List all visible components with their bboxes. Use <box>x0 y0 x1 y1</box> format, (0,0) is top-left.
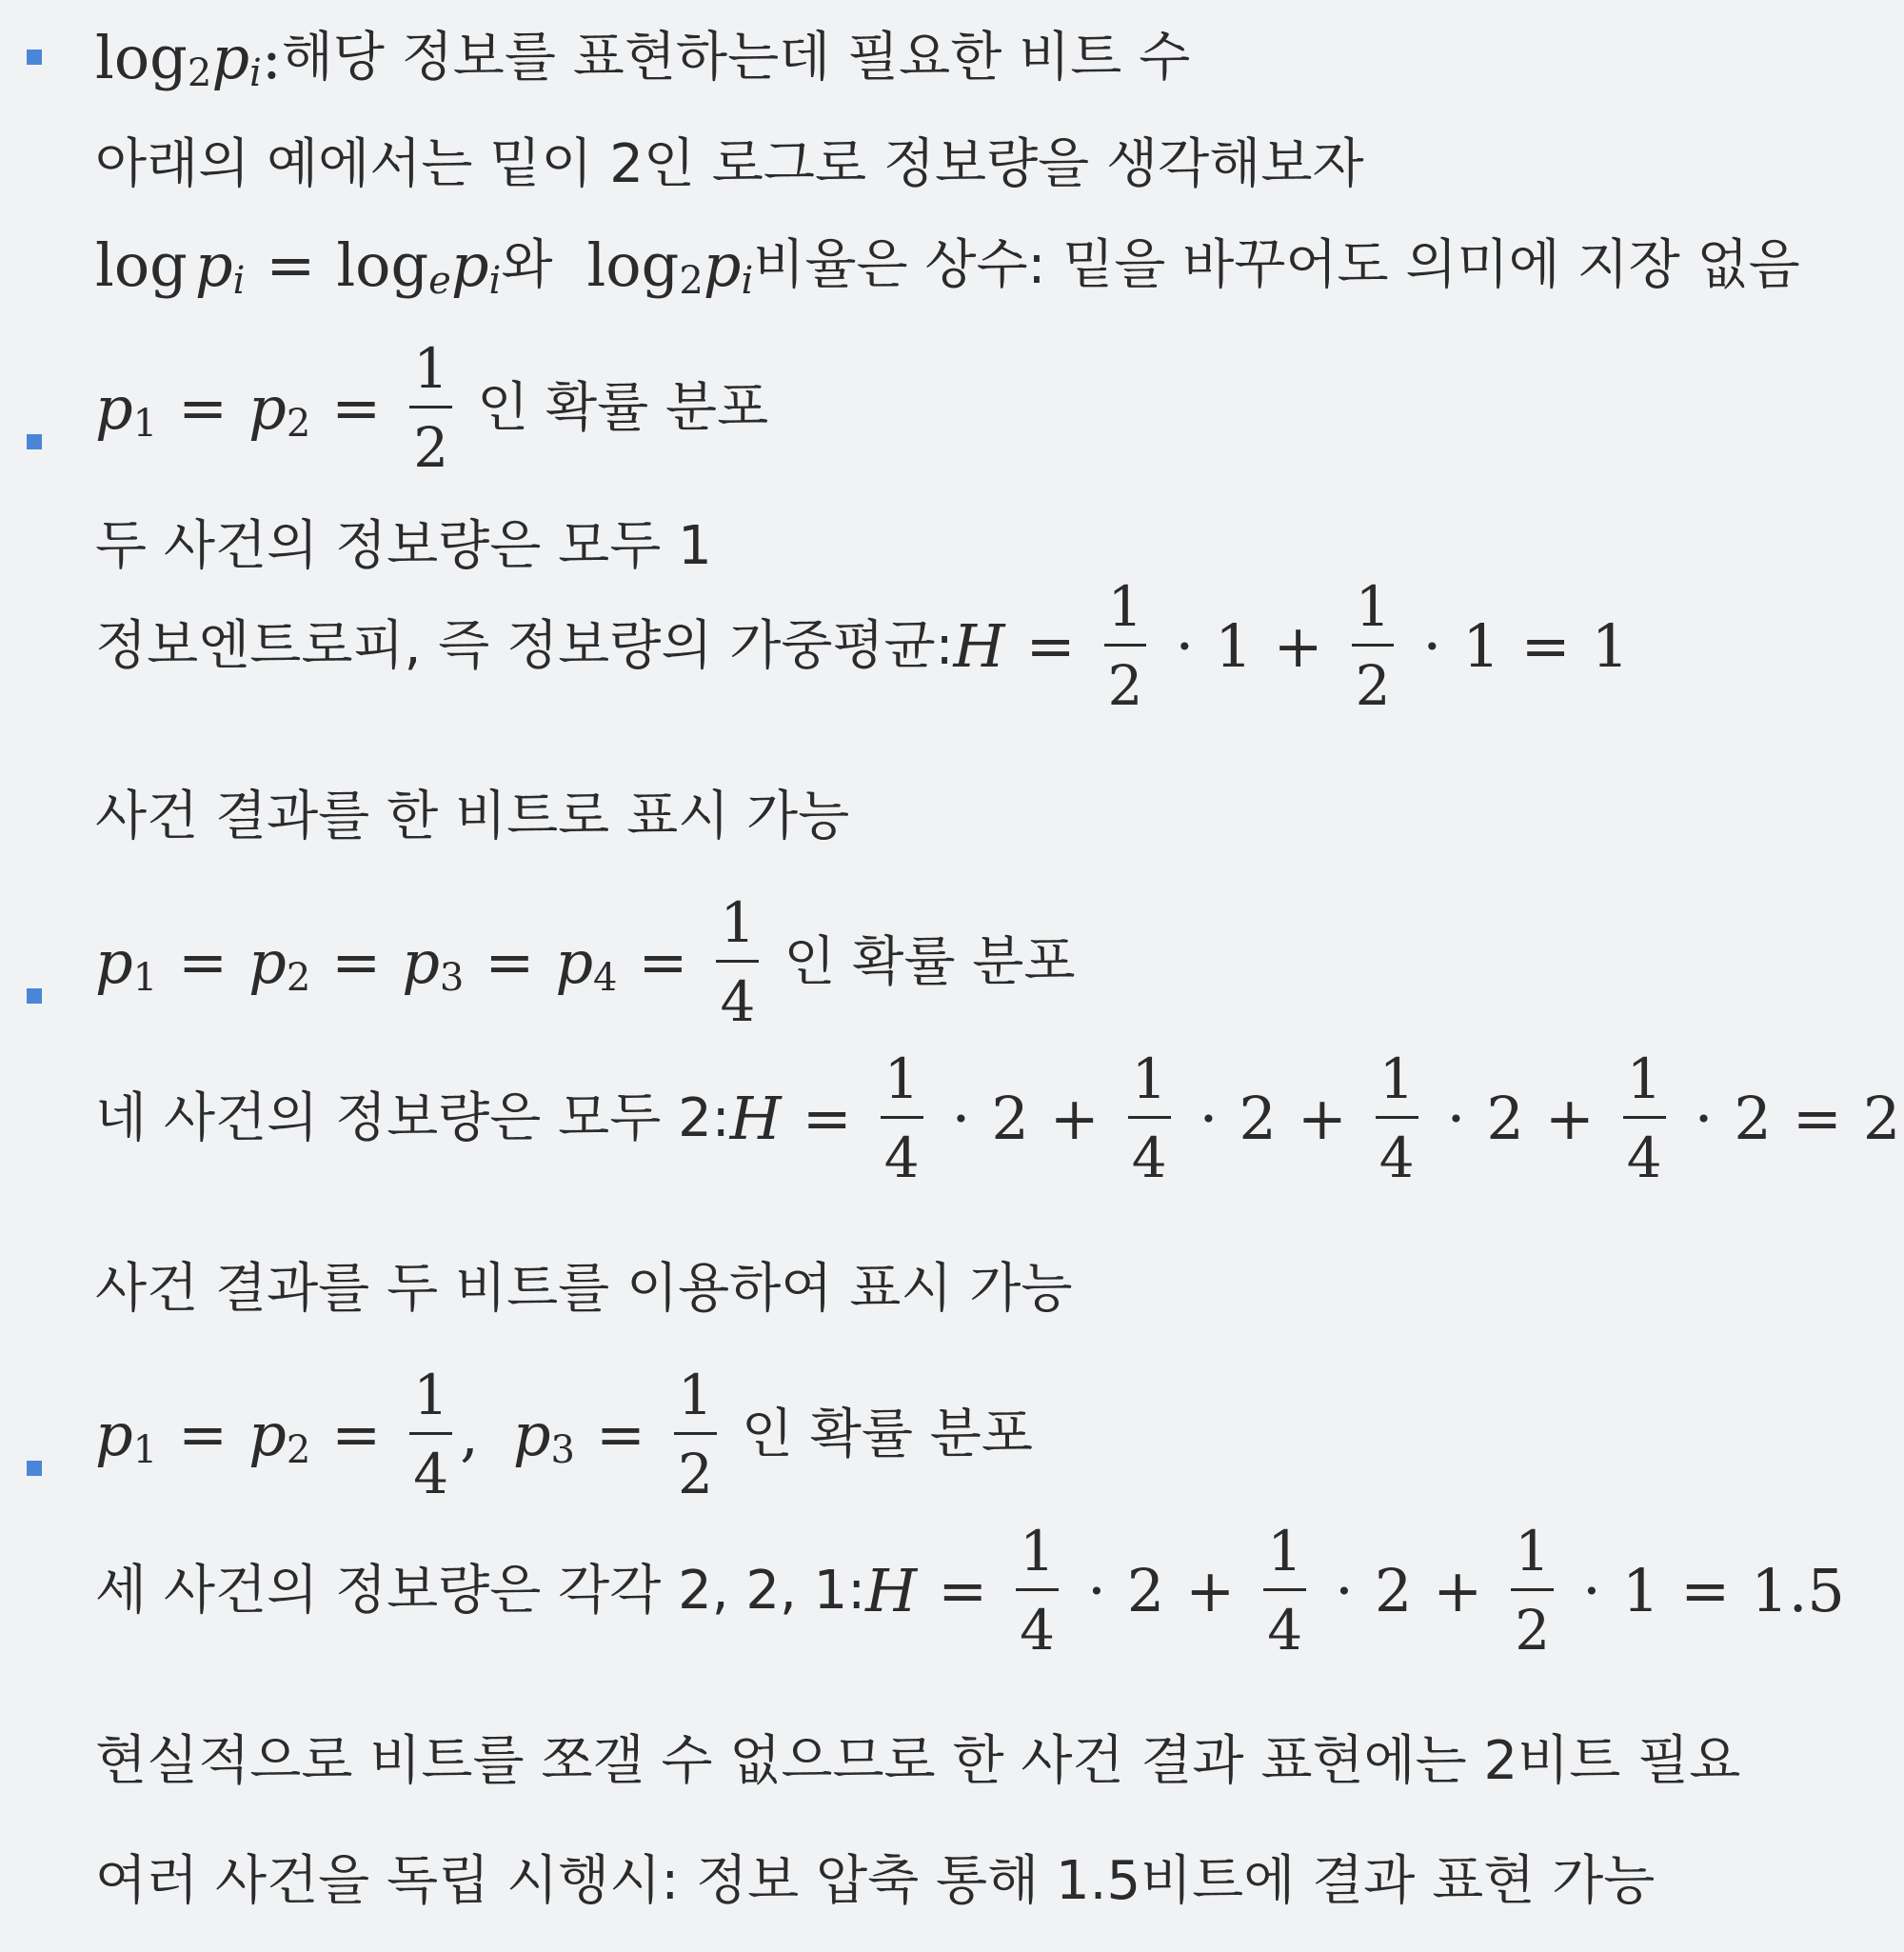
fraction-denominator: 4 <box>720 969 756 1034</box>
math-p: p <box>95 1399 133 1469</box>
bullet-marker <box>27 988 42 1004</box>
math-sub: 1 <box>132 401 158 446</box>
bullet2-heading <box>95 336 769 480</box>
math-number: 1 <box>1621 1555 1660 1625</box>
bullet-marker <box>27 1461 42 1476</box>
math-equals: = <box>266 230 316 300</box>
math-number: 2 <box>1239 1083 1277 1153</box>
fraction-numerator: 1 <box>1515 1519 1551 1584</box>
math-p: p <box>95 372 133 443</box>
bullet3-heading <box>95 890 1076 1034</box>
fraction-numerator: 1 <box>413 1363 449 1427</box>
fraction <box>1511 1519 1554 1663</box>
math-H: H <box>865 1555 918 1625</box>
fraction-denominator: 4 <box>1267 1598 1303 1663</box>
fraction-numerator: 1 <box>1267 1519 1303 1584</box>
math-sub: 1 <box>132 955 158 1000</box>
fraction-denominator: 4 <box>1020 1598 1056 1663</box>
fraction-numerator: 1 <box>1378 1046 1415 1111</box>
math-dot: · <box>1422 610 1442 681</box>
math-p: p <box>248 1399 287 1469</box>
math-equals: = <box>1025 610 1076 681</box>
fraction-numerator: 1 <box>1355 574 1391 639</box>
math-log: log <box>95 230 188 300</box>
math-dot: · <box>1446 1083 1466 1153</box>
bullet2-line4: 사건 결과를 한 비트로 표시 가능 <box>95 786 850 847</box>
bullet1-heading <box>95 23 1191 95</box>
bullet4-line4: 여러 사건을 독립 시행시: 정보 압축 통해 1.5비트에 결과 표현 가능 <box>95 1850 1656 1912</box>
math-sub: i <box>232 259 246 303</box>
bullet2-text: 인 확률 분포 <box>477 376 769 439</box>
math-plus: + <box>1433 1555 1483 1625</box>
fraction-denominator: 4 <box>1626 1125 1662 1190</box>
fraction <box>881 1046 923 1190</box>
bullet1-line3 <box>95 230 1800 303</box>
math-p: p <box>555 926 594 997</box>
fraction <box>1352 574 1395 718</box>
math-number: 2 <box>1734 1083 1772 1153</box>
math-sub: 2 <box>286 401 311 446</box>
math-p: p <box>248 372 287 443</box>
math-H: H <box>729 1083 782 1153</box>
math-sub: 1 <box>132 1427 158 1472</box>
bullet4-heading <box>95 1363 1033 1506</box>
math-plus: + <box>1544 1083 1595 1153</box>
math-number: 2 <box>991 1083 1029 1153</box>
fraction-denominator: 2 <box>1515 1598 1551 1663</box>
fraction-denominator: 4 <box>883 1125 920 1190</box>
fraction-denominator: 2 <box>1107 653 1143 718</box>
math-dot: · <box>1694 1083 1714 1153</box>
fraction <box>1128 1046 1171 1190</box>
math-p: p <box>211 23 250 92</box>
math-p: p <box>402 926 440 997</box>
bullet1-line2: 아래의 예에서는 밑이 2인 로그로 정보량을 생각해보자 <box>95 133 1364 195</box>
bullet3-text: 인 확률 분포 <box>783 930 1076 993</box>
math-dot: · <box>951 1083 971 1153</box>
math-equals: = <box>802 1083 852 1153</box>
bullet3-line2-text: 네 사건의 정보량은 모두 2: <box>95 1086 730 1149</box>
math-equals: = <box>331 926 382 997</box>
bullet4-text: 인 확률 분포 <box>741 1403 1033 1465</box>
math-log: log <box>586 230 680 300</box>
fraction-numerator: 1 <box>1107 574 1143 639</box>
fraction <box>1104 574 1147 718</box>
math-comma: , <box>460 1399 479 1469</box>
math-log: log <box>95 23 188 92</box>
fraction <box>1263 1519 1306 1663</box>
fraction-numerator: 1 <box>720 890 756 955</box>
math-equals: = <box>1680 1555 1731 1625</box>
bullet3-line3: 사건 결과를 두 비트를 이용하여 표시 가능 <box>95 1258 1073 1320</box>
fraction <box>716 890 759 1034</box>
bullet4-line2-text: 세 사건의 정보량은 각각 2, 2, 1: <box>95 1559 866 1622</box>
math-number: 1 <box>1462 610 1500 681</box>
text-wa: 와 <box>501 234 553 296</box>
math-sub: i <box>488 259 502 303</box>
math-result: 1.5 <box>1751 1555 1845 1625</box>
math-plus: + <box>1049 1083 1100 1153</box>
math-plus: + <box>1185 1555 1236 1625</box>
math-equals: = <box>938 1555 988 1625</box>
colon: : <box>261 23 282 92</box>
bullet1-line3-text: 비율은 상수: 밑을 바꾸어도 의미에 지장 없음 <box>753 234 1800 296</box>
math-p: p <box>703 230 742 300</box>
fraction <box>674 1363 717 1506</box>
math-equals: = <box>331 1399 382 1469</box>
fraction-denominator: 4 <box>1378 1125 1415 1190</box>
math-equals: = <box>178 1399 228 1469</box>
bullet3-line2 <box>95 1046 1901 1190</box>
math-plus: + <box>1297 1083 1347 1153</box>
bullet2-line2: 두 사건의 정보량은 모두 1 <box>95 515 712 577</box>
math-log: log <box>336 230 429 300</box>
fraction-numerator: 1 <box>1131 1046 1167 1111</box>
math-equals: = <box>1792 1083 1842 1153</box>
bullet4-line3: 현실적으로 비트를 쪼갤 수 없으므로 한 사건 결과 표현에는 2비트 필요 <box>95 1730 1741 1792</box>
math-equals: = <box>178 926 228 997</box>
fraction <box>1016 1519 1059 1663</box>
math-dot: · <box>1087 1555 1106 1625</box>
math-p: p <box>95 926 133 997</box>
math-number: 2 <box>1862 1083 1901 1153</box>
fraction-numerator: 1 <box>883 1046 920 1111</box>
math-number: 1 <box>1215 610 1253 681</box>
math-equals: = <box>331 372 382 443</box>
math-equals: = <box>638 926 688 997</box>
fraction-denominator: 4 <box>413 1442 449 1506</box>
fraction <box>409 336 452 480</box>
math-H: H <box>953 610 1005 681</box>
math-sub: 4 <box>593 955 618 1000</box>
bullet-marker <box>27 50 42 65</box>
math-dot: · <box>1335 1555 1354 1625</box>
math-number: 1 <box>1591 610 1630 681</box>
bullet4-line2 <box>95 1519 1845 1663</box>
math-sub: i <box>741 259 754 303</box>
math-sub: 3 <box>550 1427 575 1472</box>
fraction <box>1623 1046 1666 1190</box>
fraction-denominator: 2 <box>1355 653 1391 718</box>
bullet2-line3-text: 정보엔트로피, 즉 정보량의 가중평균: <box>95 614 954 677</box>
math-plus: + <box>1273 610 1323 681</box>
fraction <box>409 1363 452 1506</box>
math-base: 2 <box>187 51 212 95</box>
fraction-denominator: 2 <box>677 1442 713 1506</box>
math-dot: · <box>1582 1555 1601 1625</box>
math-equals: = <box>485 926 535 997</box>
math-equals: = <box>1520 610 1571 681</box>
fraction-numerator: 1 <box>1020 1519 1056 1584</box>
fraction-denominator: 4 <box>1131 1125 1167 1190</box>
bullet-marker <box>27 434 42 449</box>
math-number: 2 <box>1374 1555 1413 1625</box>
bullet2-line3 <box>95 574 1630 718</box>
math-sub: 2 <box>286 955 311 1000</box>
bullet1-text: 해당 정보를 표현하는데 필요한 비트 수 <box>281 27 1191 89</box>
math-sub: i <box>249 51 262 95</box>
math-p: p <box>512 1399 551 1469</box>
math-dot: · <box>1175 610 1195 681</box>
math-base: 2 <box>679 259 704 303</box>
math-base: e <box>428 259 451 303</box>
fraction <box>1376 1046 1418 1190</box>
fraction-numerator: 1 <box>413 336 449 401</box>
math-equals: = <box>178 372 228 443</box>
math-equals: = <box>596 1399 645 1469</box>
math-number: 2 <box>1486 1083 1524 1153</box>
fraction-numerator: 1 <box>1626 1046 1662 1111</box>
math-p: p <box>194 230 233 300</box>
math-number: 2 <box>1126 1555 1165 1625</box>
math-p: p <box>248 926 287 997</box>
fraction-numerator: 1 <box>677 1363 713 1427</box>
math-dot: · <box>1199 1083 1219 1153</box>
fraction-denominator: 2 <box>413 415 449 480</box>
math-sub: 3 <box>439 955 465 1000</box>
math-p: p <box>450 230 489 300</box>
math-sub: 2 <box>286 1427 311 1472</box>
